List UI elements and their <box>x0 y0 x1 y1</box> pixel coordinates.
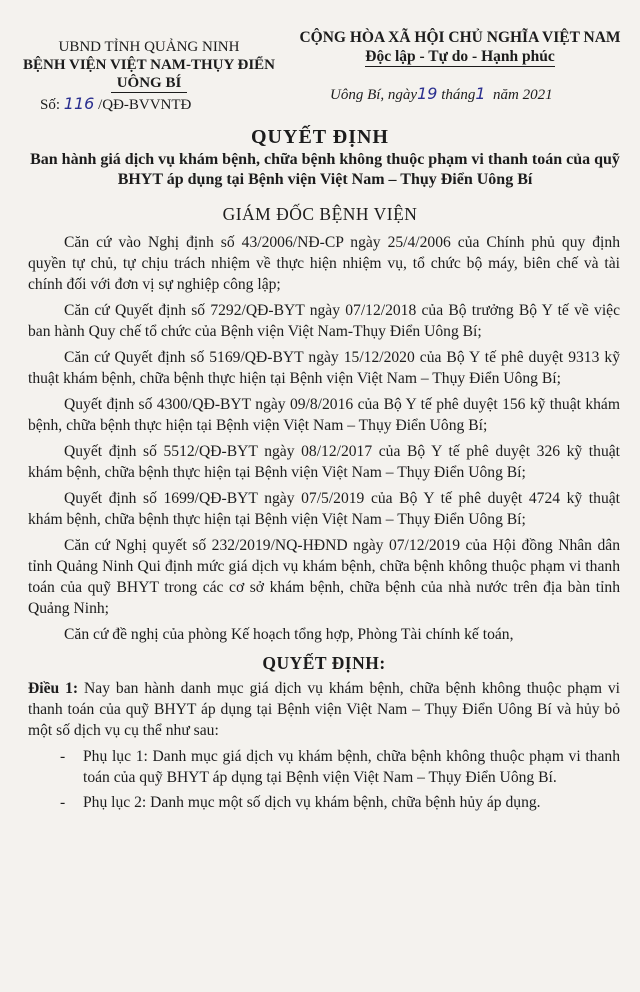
handwritten-day: 19 <box>417 84 438 103</box>
handwritten-month: 1 <box>475 84 486 103</box>
article-1 <box>28 678 620 741</box>
number-prefix: Số: <box>40 97 61 113</box>
legal-basis: Quyết định số 1699/QĐ-BYT ngày 07/5/2019 của Bộ Y tế phê duyệt 4724 kỹ thuật khám bệnh, chữa bệnh thực hiện tại Bệnh viện Việt Nam – Thụy Điển Uông Bí; <box>28 490 620 528</box>
document-title: QUYẾT ĐỊNH <box>251 126 389 148</box>
bullet-dash: - <box>60 748 66 765</box>
appendix-item: Phụ lục 2: Danh mục một số dịch vụ khám bệnh, chữa bệnh hủy áp dụng. <box>83 794 541 811</box>
list-item <box>28 792 620 813</box>
article-1-label: Điều 1: <box>28 680 79 697</box>
decision-heading: QUYẾT ĐỊNH: <box>262 653 386 673</box>
number-suffix: /QĐ-BVVNTĐ <box>98 97 192 113</box>
article-1-text: Nay ban hành danh mục giá dịch vụ khám bệnh, chữa bệnh không thuộc phạm vi thanh toán của quỹ BHYT áp dụng tại Bệnh viện Việt Nam – Thụy Điển Uông Bí và hủy bỏ một số dịch vụ cụ thể như sau: <box>28 680 620 739</box>
document-date <box>330 84 553 104</box>
national-motto <box>290 28 630 67</box>
date-month-label: tháng <box>441 87 476 103</box>
motto: Độc lập - Tự do - Hạnh phúc <box>365 48 555 65</box>
document-subtitle: Ban hành giá dịch vụ khám bệnh, chữa bệnh không thuộc phạm vi thanh toán của quỹ BHYT áp dụng tại Bệnh viện Việt Nam – Thụy Điển Uông Bí <box>30 151 620 188</box>
province-committee: UBND TỈNH QUẢNG NINH <box>58 39 240 55</box>
legal-basis: Căn cứ Nghị quyết số 232/2019/NQ-HĐND ngày 07/12/2019 của Hội đồng Nhân dân tỉnh Quảng Ninh Qui định mức giá dịch vụ khám bệnh, chữa bệnh không thuộc phạm vi thanh toán của quỹ BHYT trong các cơ sở khám bệnh, chữa bệnh của nhà nước trên địa bàn tỉnh Quảng Ninh; <box>28 537 620 617</box>
hospital-location: UÔNG BÍ <box>111 74 188 93</box>
issuing-authority <box>14 38 284 93</box>
date-year: năm 2021 <box>493 87 553 103</box>
handwritten-number: 116 <box>63 94 95 113</box>
legal-basis: Quyết định số 5512/QĐ-BYT ngày 08/12/2017 của Bộ Y tế phê duyệt 326 kỹ thuật khám bệnh, chữa bệnh thực hiện tại Bệnh viện Việt Nam – Thụy Điển Uông Bí; <box>28 443 620 481</box>
issuer-title: GIÁM ĐỐC BỆNH VIỆN <box>222 204 418 224</box>
country-name: CỘNG HÒA XÃ HỘI CHỦ NGHĨA VIỆT NAM <box>299 29 621 46</box>
document-body <box>28 232 620 817</box>
document-number <box>40 94 191 114</box>
appendix-list <box>28 746 620 813</box>
hospital-name: BỆNH VIỆN VIỆT NAM-THỤY ĐIỂN <box>23 57 275 73</box>
legal-basis: Căn cứ vào Nghị định số 43/2006/NĐ-CP ngày 25/4/2006 của Chính phủ quy định quyền tự chủ, tự chịu trách nhiệm về thực hiện nhiệm vụ, tổ chức bộ máy, biên chế và tài chính đối với đơn vị sự nghiệp công lập; <box>28 234 620 293</box>
legal-basis: Căn cứ Quyết định số 7292/QĐ-BYT ngày 07/12/2018 của Bộ trưởng Bộ Y tế về việc ban hành Quy chế tổ chức của Bệnh viện Việt Nam-Thụy Điển Uông Bí; <box>28 302 620 340</box>
list-item <box>28 746 620 788</box>
date-place: Uông Bí, ngày <box>330 87 418 103</box>
bullet-dash: - <box>60 794 66 811</box>
legal-basis: Quyết định số 4300/QĐ-BYT ngày 09/8/2016 của Bộ Y tế phê duyệt 156 kỹ thuật khám bệnh, chữa bệnh thực hiện tại Bệnh viện Việt Nam – Thụy Điển Uông Bí; <box>28 396 620 434</box>
legal-basis: Căn cứ Quyết định số 5169/QĐ-BYT ngày 15/12/2020 của Bộ Y tế phê duyệt 9313 kỹ thuật khám bệnh, chữa bệnh thực hiện tại Bệnh viện Việt Nam – Thụy Điển Uông Bí; <box>28 349 620 387</box>
appendix-item: Phụ lục 1: Danh mục giá dịch vụ khám bệnh, chữa bệnh không thuộc phạm vi thanh toán của quỹ BHYT áp dụng tại Bệnh viện Việt Nam – Thụy Điển Uông Bí. <box>83 748 620 786</box>
legal-basis: Căn cứ đề nghị của phòng Kế hoạch tổng hợp, Phòng Tài chính kế toán, <box>64 626 514 643</box>
